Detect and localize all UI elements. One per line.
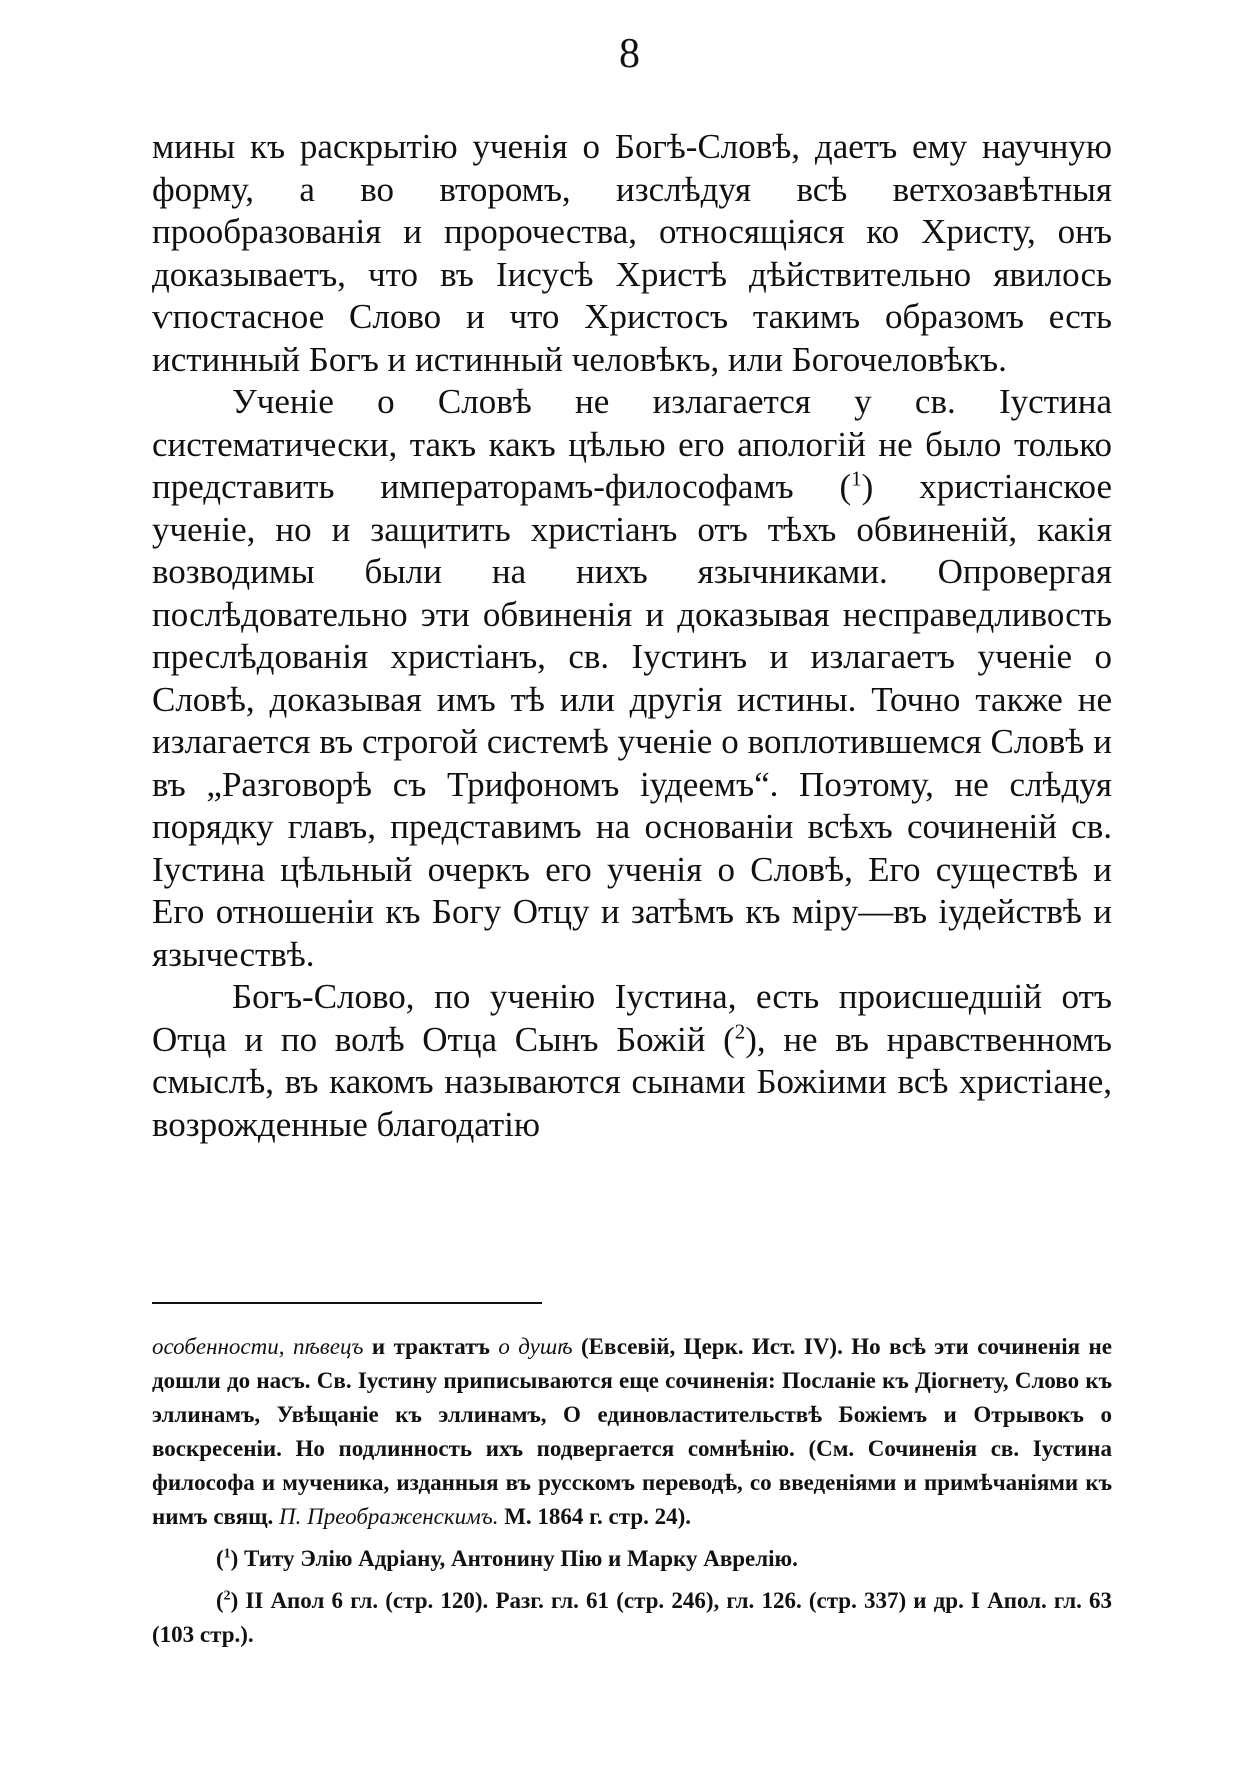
footnote-marker-2: 2 bbox=[223, 1587, 231, 1603]
footnote-2: ($^2$) II Апол 6 гл. (стр. 120). Разг. гл. 61 (стр. 246), гл. 126. (стр. 337) и др. I Апол. гл. 63 (103 стр.). bbox=[152, 1587, 1113, 1647]
footnote-ref-1[interactable]: 1 bbox=[851, 466, 862, 491]
paragraph-1: мины къ раскрытію ученія о Богѣ-Словѣ, даетъ ему научную форму, а во второмъ, изслѣдуя всѣ ветхозавѣтныя прообразованія и пророчества, относящіяся ко Христу, онъ доказываетъ, что въ Іисусѣ Христѣ дѣйствительно явилось ѵпостасное Слово и что Христосъ такимъ образомъ есть истинный Богъ и истинный человѣкъ, или Богочеловѣкъ. bbox=[152, 127, 1112, 379]
page-number: 8 bbox=[619, 31, 640, 77]
paragraph-3: Богъ-Слово, по ученію Іустина, есть происшедшій отъ Отца и по волѣ Отца Сынъ Божій ($^2$), не въ нравственномъ смыслѣ, въ какомъ называются сынами Божіими всѣ христіане, возрожденные благодатію bbox=[152, 977, 1112, 1144]
footnote-ref-2[interactable]: 2 bbox=[734, 1018, 746, 1043]
footnote-divider bbox=[152, 1302, 542, 1304]
footnote-continuation: особенности, пѣвецъ и трактатъ о душѣ (Евсевій, Церк. Ист. IV). Но всѣ эти сочиненія не дошли до насъ. Св. Іустину приписываются еще сочиненія: Посланіе къ Діогнету, Слово къ эллинамъ, Увѣщаніе къ эллинамъ, О единовластительствѣ Божіемъ и Отрывокъ о воскресеніи. Но подлинность ихъ подвергается сомнѣнію. (См. Сочиненія св. Іустина философа и мученика, изданныя въ русскомъ переводѣ, со введеніями и примѣчаніями къ нимъ свящ. П. Преображенскимъ. М. 1864 г. стр. 24). bbox=[152, 1334, 1113, 1529]
footnotes bbox=[152, 1330, 1112, 1652]
footnote-1: ($^1$) Титу Элію Адріану, Антонину Пію и Марку Аврелію. bbox=[216, 1545, 798, 1571]
paragraph-2: Ученіе о Словѣ не излагается у св. Іустина систематически, такъ какъ цѣлью его апологій не было только представить императорамъ-философамъ ($^1$) христіанское ученіе, но и защитить христіанъ отъ тѣхъ обвиненій, какія возводимы были на нихъ язычниками. Опровергая послѣдовательно эти обвиненія и доказывая несправедливость преслѣдованія христіанъ, св. Іустинъ и излагаетъ ученіе о Словѣ, доказывая имъ тѣ или другія истины. Точно также не излагается въ строгой системѣ ученіе о воплотившемся Словѣ и въ „Разговорѣ съ Трифономъ іудеемъ“. Поэтому, не слѣдуя порядку главъ, представимъ на основаніи всѣхъ сочиненій св. Іустина цѣльный очеркъ его ученія о Словѣ, Его существѣ и Его отношеніи къ Богу Отцу и затѣмъ къ міру—въ іудействѣ и язычествѣ. bbox=[152, 382, 1113, 974]
body-text bbox=[152, 126, 1112, 1146]
footnote-marker-1: 1 bbox=[223, 1545, 231, 1561]
